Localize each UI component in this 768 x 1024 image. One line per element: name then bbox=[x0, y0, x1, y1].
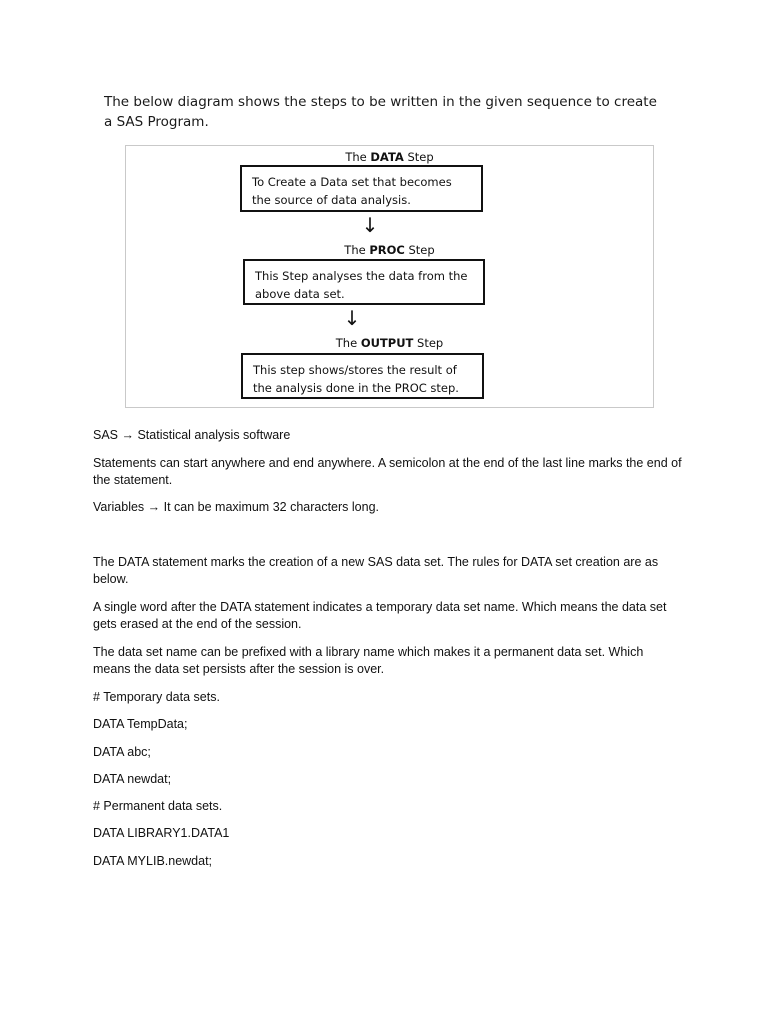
paragraph-sas-definition: SAS → Statistical analysis software bbox=[93, 428, 291, 442]
sas-steps-diagram bbox=[125, 145, 654, 408]
code-line: DATA TempData; bbox=[93, 717, 188, 731]
output-step-box: This step shows/stores the result of the analysis done in the PROC step. bbox=[241, 353, 484, 399]
paragraph-permanent-rule: The data set name can be prefixed with a library name which makes it a permanent data set. Which means the data set persists after the session is over. bbox=[93, 645, 644, 676]
data-step-title: The DATA Step bbox=[345, 150, 434, 164]
proc-step-box: This Step analyses the data from the above data set. bbox=[243, 259, 485, 305]
code-line: DATA LIBRARY1.DATA1 bbox=[93, 826, 230, 840]
down-arrow-icon: ↓ bbox=[361, 213, 379, 237]
output-step-title: The OUTPUT Step bbox=[335, 336, 444, 350]
code-line: DATA abc; bbox=[93, 745, 151, 759]
comment-temporary: # Temporary data sets. bbox=[93, 690, 220, 704]
paragraph-statements: Statements can start anywhere and end anywhere. A semicolon at the end of the last line marks the end of the statement. bbox=[93, 456, 682, 487]
intro-heading: The below diagram shows the steps to be written in the given sequence to create a SAS Program. bbox=[104, 94, 657, 130]
down-arrow-icon: ↓ bbox=[343, 306, 361, 330]
paragraph-data-statement: The DATA statement marks the creation of a new SAS data set. The rules for DATA set creation are as below. bbox=[93, 555, 659, 586]
code-line: DATA newdat; bbox=[93, 772, 172, 786]
data-step-box: To Create a Data set that becomes the source of data analysis. bbox=[240, 165, 483, 212]
paragraph-temporary-rule: A single word after the DATA statement indicates a temporary data set name. Which means the data set gets erased at the end of the session. bbox=[93, 600, 667, 631]
code-line: DATA MYLIB.newdat; bbox=[93, 854, 213, 868]
comment-permanent: # Permanent data sets. bbox=[93, 799, 223, 813]
paragraph-variables: Variables → It can be maximum 32 characters long. bbox=[93, 500, 380, 514]
proc-step-title: The PROC Step bbox=[344, 243, 435, 257]
